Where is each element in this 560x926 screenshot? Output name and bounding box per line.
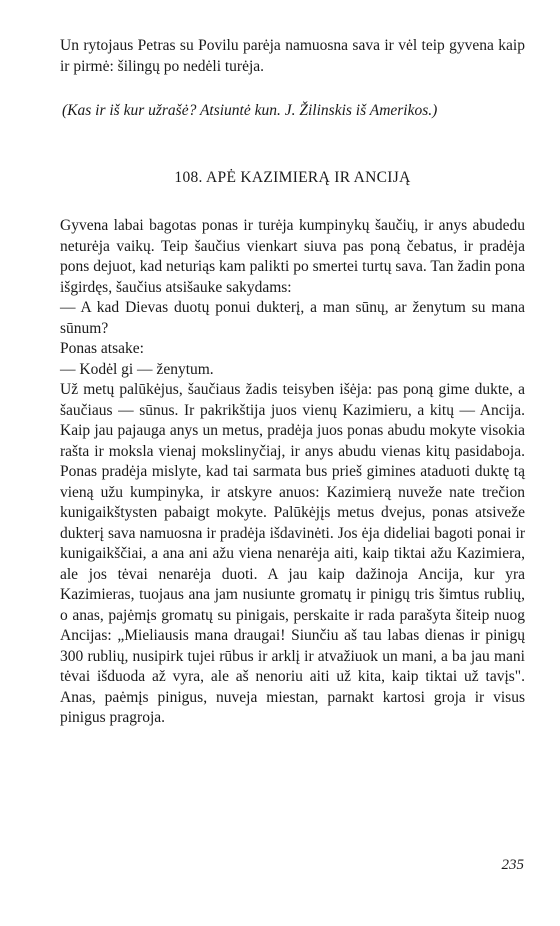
source-note: (Kas ir iš kur užrašė? Atsiuntė kun. J. Žilinskis iš Amerikos.)	[62, 102, 438, 119]
opening-paragraph: Un rytojaus Petras su Povilu parėja namuosna sava ir vėl teip gyvena kaip ir pirmė: šilingų po nedėli turėja.	[60, 37, 525, 75]
story-dialogue: — A kad Dievas duotų ponui dukterį, a man sūnų, ar ženytum su mana sūnum?	[60, 299, 525, 337]
page-number: 235	[501, 857, 524, 873]
story-paragraph: Už metų palūkėjus, šaučiaus žadis teisyben išėja: pas poną gime dukte, a šaučiaus — sūnus. Ir pakrikštija juos vienų Kazimieru, a kitų — Ancija. Kaip jau pajauga anys un metus, pradėja juos ponas abudu mokyte visokia rašta ir moksla vienaj mokslinyčiaj, ir anys abudu vienas kitų pasidaboja. Ponas pradėja mislyte, kad tai sarmata bus prieš gimines ataduoti duktę tą vieną užu kumpinyka, ir atskyre anuos: Kazimierą nuveže nate trečion kunigaikštysten pabaigt mokyte. Palūkėjįs metus dvejus, ponas atsiveže dukterį sava namuosna ir pradėja išdavinėti. Jos ėja dideliai bagoti ponai ir kunigaikščiai, a ana ani ažu viena nenarėja aiti, kaip tiktai ažu Kazimiera, ale jos tėvai nenarėja duoti. A jau kaip dažinoja Ancija, kur yra Kazimieras, tuojaus ana jam nusiunte gromatų ir pinigų tris šimtus rublių, o anas, pajėmįs gromatų su pinigais, perskaite ir rada parašyta šiteip nuog Ancijas: „Mieliausis mana draugai! Siunčiu aš tau labas dienas ir pinigų 300 rublių, nusipirk tujei rūbus ir arklį ir atvažiuok un mani, a ba jau mani tėvai išduoda až vyra, ale aš nenoriu aiti už kita, kaip tiktai už tavįs". Anas, paėmįs pinigus, nuveja miestan, parnakt kartosi groja ir visus pinigus pragroja.	[60, 381, 525, 726]
story-paragraph: Ponas atsake:	[60, 340, 144, 357]
page-body	[60, 36, 525, 729]
story-dialogue: — Kodėl gi — ženytum.	[60, 360, 214, 378]
story-paragraph: Gyvena labai bagotas ponas ir turėja kumpinykų šaučių, ir anys abudedu neturėja vaikų. Teip šaučius vienkart siuva pas poną čebatus, ir pradėja pons dejuot, kad neturiąs kam palikti po smertei turtų sava. Tan žadin pona išgirdęs, šaučius atsišauke sakydams:	[60, 217, 525, 296]
story-title: 108. APĖ KAZIMIERĄ IR ANCIJĄ	[174, 168, 411, 186]
